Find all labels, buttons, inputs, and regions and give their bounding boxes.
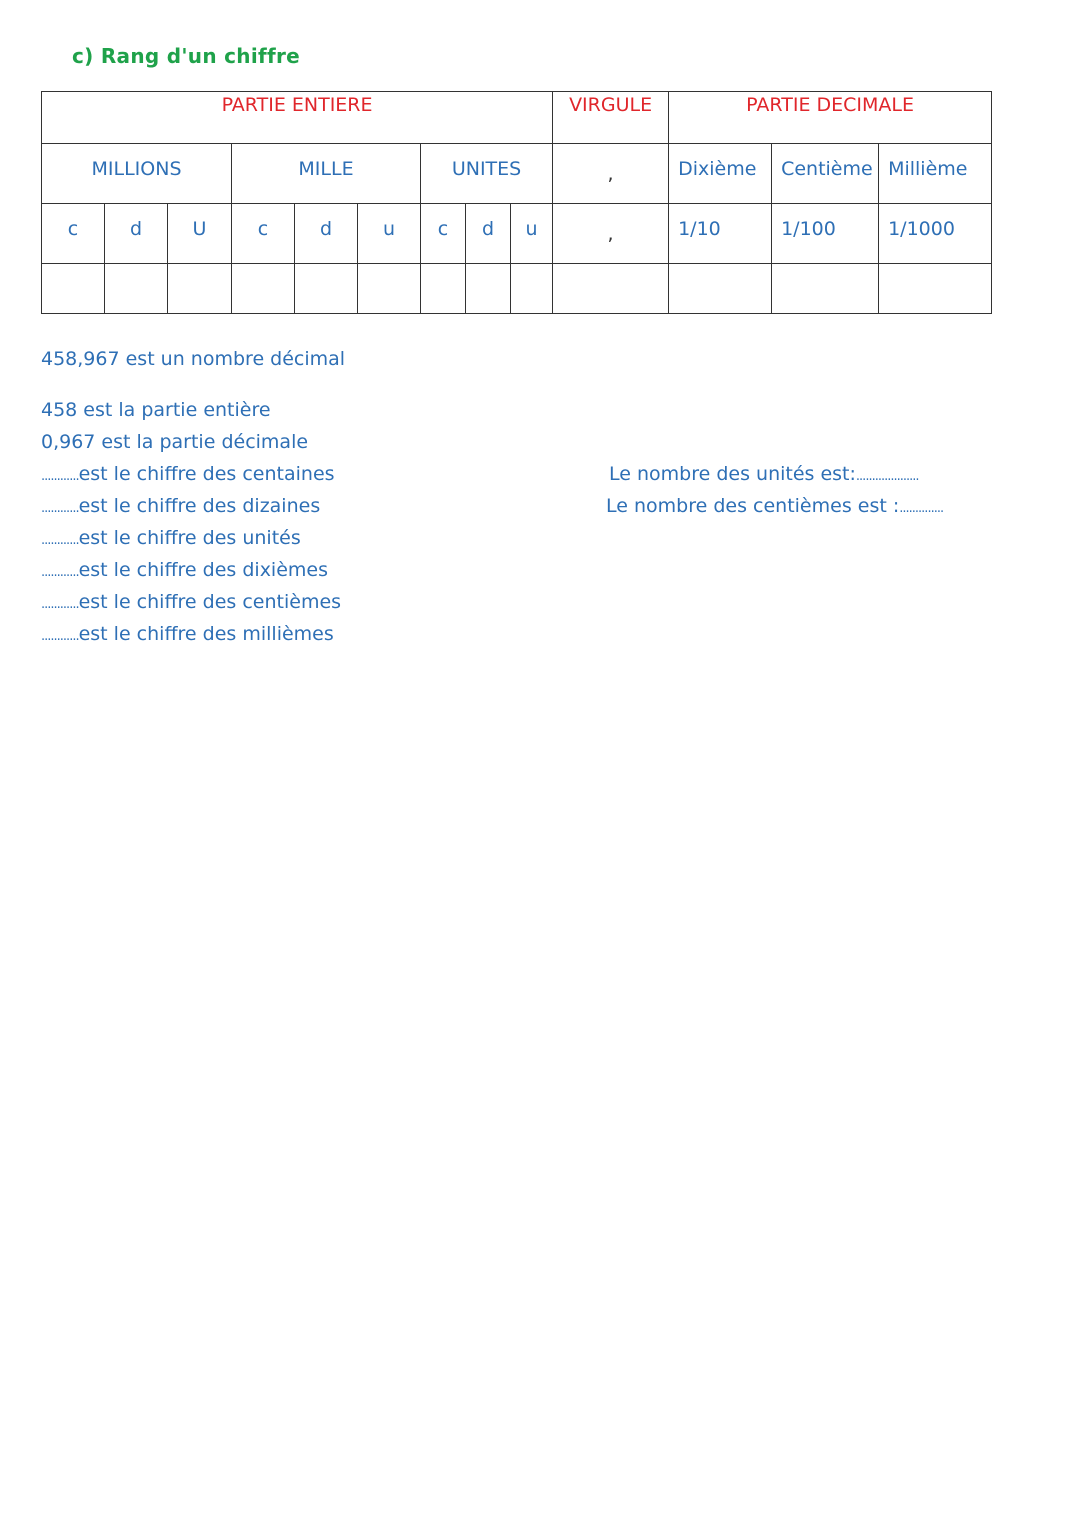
dixieme-header: Dixième bbox=[669, 144, 772, 204]
rank-cell: u bbox=[511, 204, 553, 264]
rank-cell: c bbox=[42, 204, 105, 264]
comma-cell: , bbox=[553, 204, 669, 264]
answer-blank[interactable]: .................... bbox=[855, 469, 919, 484]
empty-cell[interactable] bbox=[421, 264, 466, 314]
empty-cell[interactable] bbox=[466, 264, 511, 314]
empty-cell[interactable] bbox=[168, 264, 232, 314]
mille-header: MILLE bbox=[232, 144, 421, 204]
empty-cell[interactable] bbox=[295, 264, 358, 314]
table-rank-row bbox=[42, 204, 992, 264]
digit-line-centaines: ............est le chiffre des centaines bbox=[41, 463, 335, 485]
answer-blank[interactable]: ............ bbox=[41, 597, 79, 612]
table-class-row bbox=[42, 144, 992, 204]
rank-cell: d bbox=[105, 204, 168, 264]
empty-cell[interactable] bbox=[553, 264, 669, 314]
rank-cell: U bbox=[168, 204, 232, 264]
table-empty-row bbox=[42, 264, 992, 314]
empty-cell[interactable] bbox=[42, 264, 105, 314]
example-intro: 458,967 est un nombre décimal bbox=[41, 348, 346, 370]
empty-cell[interactable] bbox=[105, 264, 168, 314]
rank-cell: u bbox=[358, 204, 421, 264]
section-heading: c) Rang d'un chiffre bbox=[72, 44, 301, 68]
decimal-part-line: 0,967 est la partie décimale bbox=[41, 431, 309, 453]
answer-blank[interactable]: ............ bbox=[41, 469, 79, 484]
rank-table bbox=[41, 91, 992, 314]
digit-line-centiemes: ............est le chiffre des centièmes bbox=[41, 591, 342, 613]
partie-decimale-header: PARTIE DECIMALE bbox=[669, 92, 992, 144]
answer-blank[interactable]: ............ bbox=[41, 565, 79, 580]
answer-blank[interactable]: ............ bbox=[41, 629, 79, 644]
empty-cell[interactable] bbox=[879, 264, 992, 314]
empty-cell[interactable] bbox=[772, 264, 879, 314]
empty-cell[interactable] bbox=[669, 264, 772, 314]
centieme-header: Centième bbox=[772, 144, 879, 204]
digit-line-unites: ............est le chiffre des unités bbox=[41, 527, 301, 549]
empty-cell[interactable] bbox=[232, 264, 295, 314]
comma-cell: , bbox=[553, 144, 669, 204]
fraction-cell: 1/100 bbox=[772, 204, 879, 264]
rank-cell: c bbox=[232, 204, 295, 264]
digit-line-dizaines: ............est le chiffre des dizaines bbox=[41, 495, 321, 517]
digit-line-dixiemes: ............est le chiffre des dixièmes bbox=[41, 559, 328, 581]
rank-cell: c bbox=[421, 204, 466, 264]
unites-header: UNITES bbox=[421, 144, 553, 204]
virgule-header: VIRGULE bbox=[553, 92, 669, 144]
units-count-line: Le nombre des unités est:.................... bbox=[609, 463, 919, 485]
answer-blank[interactable]: .............. bbox=[899, 501, 944, 516]
digit-line-milliemes: ............est le chiffre des millièmes bbox=[41, 623, 334, 645]
rank-cell: d bbox=[466, 204, 511, 264]
hundredths-count-line: Le nombre des centièmes est :.............. bbox=[606, 495, 944, 517]
partie-entiere-header: PARTIE ENTIERE bbox=[42, 92, 553, 144]
table-header-row bbox=[42, 92, 992, 144]
millieme-header: Millième bbox=[879, 144, 992, 204]
rank-cell: d bbox=[295, 204, 358, 264]
millions-header: MILLIONS bbox=[42, 144, 232, 204]
empty-cell[interactable] bbox=[358, 264, 421, 314]
answer-blank[interactable]: ............ bbox=[41, 533, 79, 548]
integer-part-line: 458 est la partie entière bbox=[41, 399, 271, 421]
fraction-cell: 1/10 bbox=[669, 204, 772, 264]
empty-cell[interactable] bbox=[511, 264, 553, 314]
fraction-cell: 1/1000 bbox=[879, 204, 992, 264]
answer-blank[interactable]: ............ bbox=[41, 501, 79, 516]
